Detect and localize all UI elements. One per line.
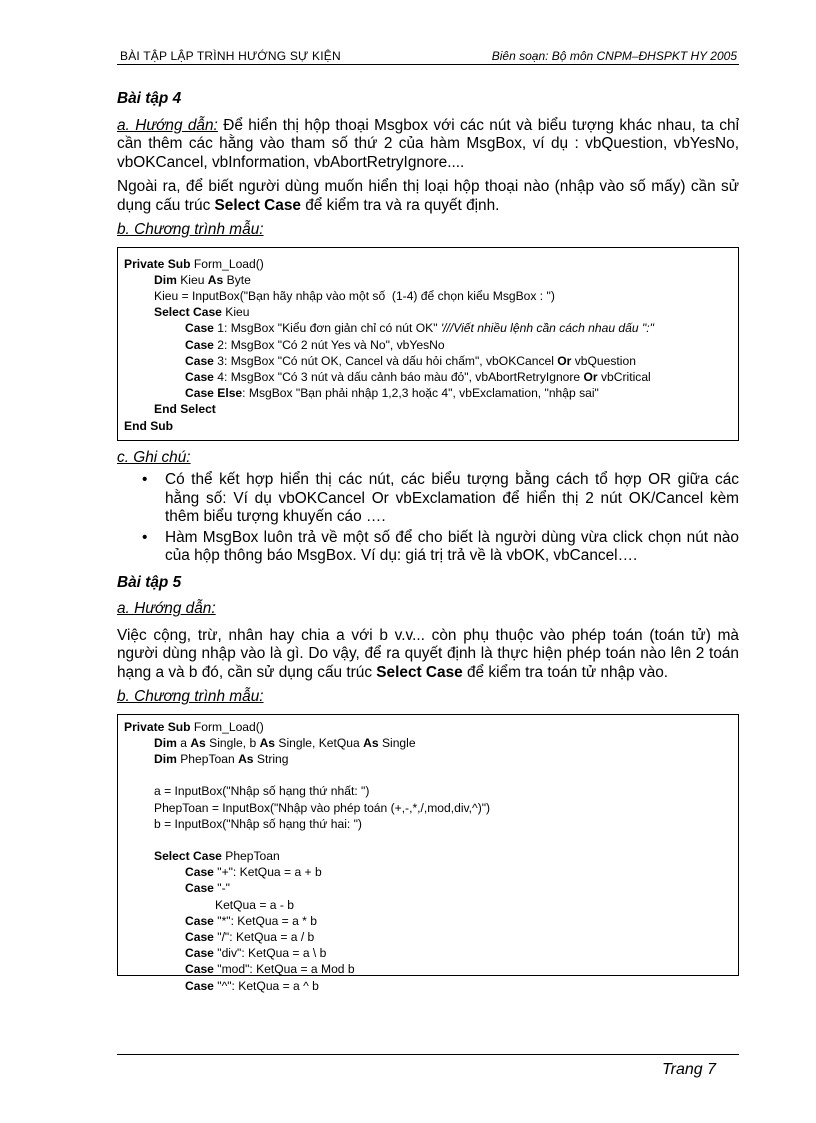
keyword: Case <box>185 929 214 944</box>
code-line <box>124 272 732 288</box>
keyword: As <box>238 752 254 767</box>
code-line: Kieu = InputBox("Bạn hãy nhập vào một số (1-4) để chọn kiểu MsgBox : ") <box>154 288 555 303</box>
code-line <box>124 369 732 385</box>
code-line <box>124 304 732 320</box>
blank-line <box>124 832 732 848</box>
keyword: End Select <box>154 402 216 417</box>
keyword: Case <box>185 946 214 961</box>
list-item <box>117 471 739 527</box>
code-line: a = InputBox("Nhập số hạng thứ nhất: ") <box>154 784 370 799</box>
bullet-icon: • <box>142 471 148 489</box>
keyword: Case <box>185 865 214 880</box>
code-text: vbCritical <box>597 369 651 384</box>
keyword: Dim <box>154 752 177 767</box>
code-text: "mod": KetQua = a Mod b <box>213 962 355 977</box>
keyword: As <box>190 735 206 750</box>
keyword: Private Sub <box>124 719 191 734</box>
keyword: As <box>207 272 224 287</box>
note-text: Có thể kết hợp hiển thị các nút, các biểu tượng bằng cách tổ hợp OR giữa các hằng số: Ví dụ vbOKCancel Or vbExclamation để hiển thị 2 nút OK/Cancel kèm thêm biểu tượng khuyến cáo …. <box>165 471 739 526</box>
code-line <box>124 913 732 929</box>
ex4-sample-label: b. Chương trình mẫu: <box>117 221 264 238</box>
ex4-guide-paragraph <box>117 117 739 173</box>
code-text: "+": KetQua = a + b <box>213 865 322 880</box>
code-line <box>124 961 732 977</box>
code-text: String <box>253 752 289 767</box>
exercise-4-title: Bài tập 4 <box>117 90 182 107</box>
code-line <box>124 880 732 896</box>
code-text: Single, b <box>205 735 260 750</box>
keyword: Or <box>583 369 598 384</box>
keyword: Case <box>185 978 214 993</box>
page-header <box>117 47 739 65</box>
code-line <box>124 320 732 336</box>
ex4-p2-bold: Select Case <box>214 196 301 214</box>
keyword: Select Case <box>154 848 222 863</box>
header-author: Biên soạn: Bộ môn CNPM–ĐHSPKT HY 2005 <box>491 49 737 63</box>
header-title: BÀI TẬP LẬP TRÌNH HƯỚNG SỰ KIỆN <box>120 49 341 63</box>
code-text: Byte <box>223 272 251 287</box>
code-line <box>124 929 732 945</box>
ex5-p-bold: Select Case <box>376 663 463 681</box>
ex4-paragraph-2 <box>117 178 739 215</box>
code-text: "div": KetQua = a \ b <box>213 946 327 961</box>
code-text: Kieu <box>176 272 208 287</box>
ex4-code-block <box>117 247 739 441</box>
ex5-guide-paragraph <box>117 627 739 683</box>
keyword: Case <box>185 321 214 336</box>
keyword: Case <box>185 353 214 368</box>
keyword: Dim <box>154 272 177 287</box>
ex5-sample-label: b. Chương trình mẫu: <box>117 688 264 706</box>
keyword: Select Case <box>154 305 222 320</box>
keyword: Dim <box>154 735 177 750</box>
ex5-p-text: Việc cộng, trừ, nhân hay chia a với b v.v... còn phụ thuộc vào phép toán (toán tử) mà người dùng nhập vào là gì. Do vậy, để ra quyết định là thực hiện phép toán nào lên 2 toán hạng a và b đó, cần sử dụng cấu trúc <box>117 626 739 681</box>
code-text: "/": KetQua = a / b <box>213 929 315 944</box>
ex4-notes-list <box>117 471 739 566</box>
code-line <box>124 751 732 767</box>
code-text: "-" <box>213 881 230 896</box>
note-text: Hàm MsgBox luôn trả về một số để cho biết là người dùng vừa click chọn nút nào của hộp thông báo MsgBox. Ví dụ: giá trị trả về là vbOK, vbCancel…. <box>165 528 739 565</box>
blank-line <box>124 767 732 783</box>
code-line: b = InputBox("Nhập số hạng thứ hai: ") <box>154 816 362 831</box>
code-text: 1: MsgBox "Kiểu đơn giản chỉ có nút OK" <box>213 321 441 336</box>
keyword: Case <box>185 369 214 384</box>
keyword: Case <box>185 913 214 928</box>
code-text: a <box>176 735 191 750</box>
code-line <box>124 848 732 864</box>
code-text: 2: MsgBox "Có 2 nút Yes và No", vbYesNo <box>213 337 445 352</box>
keyword: Case <box>185 962 214 977</box>
code-text: "^": KetQua = a ^ b <box>213 978 319 993</box>
keyword: End Sub <box>124 418 174 433</box>
keyword: As <box>363 735 379 750</box>
ex5-code-block <box>117 714 739 993</box>
bullet-icon: • <box>142 528 148 546</box>
code-line <box>124 401 732 417</box>
code-text: : MsgBox "Bạn phải nhập 1,2,3 hoặc 4", vbExclamation, "nhập sai" <box>242 386 599 401</box>
code-text: Single <box>378 735 416 750</box>
ex4-p2-text: Ngoài ra, để biết người dùng muốn hiển thị loại hộp thoại nào (nhập vào số mấy) cần sử dụng cấu trúc <box>117 178 739 214</box>
code-text: Form_Load() <box>190 719 264 734</box>
exercise-5-title: Bài tập 5 <box>117 573 182 591</box>
page-number: Trang 7 <box>662 1061 716 1078</box>
code-text: Kieu <box>221 305 250 320</box>
ex5-guide-label: a. Hướng dẫn: <box>117 600 216 618</box>
code-text: vbQuestion <box>571 353 636 368</box>
ex4-guide-text: Để hiển thị hộp thoại Msgbox với các nút và biểu tượng khác nhau, ta chỉ cần thêm các hằng vào tham số thứ 2 của hàm MsgBox, ví dụ : vbQuestion, vbYesNo, vbOKCancel, vbInformation, vbAbortRetryIgnore.... <box>117 116 739 171</box>
code-text: Form_Load() <box>190 256 264 271</box>
code-line <box>124 945 732 961</box>
keyword: Case <box>185 337 214 352</box>
code-line <box>124 256 732 272</box>
code-text: PhepToan <box>221 848 280 863</box>
code-text: "*": KetQua = a * b <box>213 913 317 928</box>
code-line <box>124 385 732 401</box>
code-text: 3: MsgBox "Có nút OK, Cancel và dấu hỏi chấm", vbOKCancel <box>213 353 558 368</box>
keyword: Case Else <box>185 386 243 401</box>
footer-divider <box>117 1054 739 1055</box>
page-content <box>117 90 739 993</box>
ex4-p2-text-end: để kiểm tra và ra quyết định. <box>300 196 500 214</box>
keyword: As <box>259 735 276 750</box>
code-text: PhepToan <box>176 752 239 767</box>
code-line <box>124 864 732 880</box>
code-line <box>124 719 732 735</box>
code-line: PhepToan = InputBox("Nhập vào phép toán (+,-,*,/,mod,div,^)") <box>154 800 491 815</box>
code-line <box>124 418 732 434</box>
keyword: Or <box>557 353 572 368</box>
keyword: Case <box>185 881 214 896</box>
code-comment: '///Viết nhiều lệnh cần cách nhau dấu ":" <box>440 321 654 336</box>
code-line <box>124 735 732 751</box>
code-text: 4: MsgBox "Có 3 nút và dấu cảnh báo màu đỏ", vbAbortRetryIgnore <box>213 369 584 384</box>
ex5-p-text-end: để kiểm tra toán tử nhập vào. <box>462 663 669 681</box>
list-item <box>117 529 739 566</box>
code-line <box>124 337 732 353</box>
keyword: Private Sub <box>124 256 191 271</box>
code-line <box>124 978 732 994</box>
code-line: KetQua = a - b <box>215 897 294 912</box>
ex4-notes-label: c. Ghi chú: <box>117 448 191 466</box>
code-line <box>124 353 732 369</box>
code-text: Single, KetQua <box>275 735 364 750</box>
ex4-guide-label: a. Hướng dẫn: <box>117 116 218 134</box>
